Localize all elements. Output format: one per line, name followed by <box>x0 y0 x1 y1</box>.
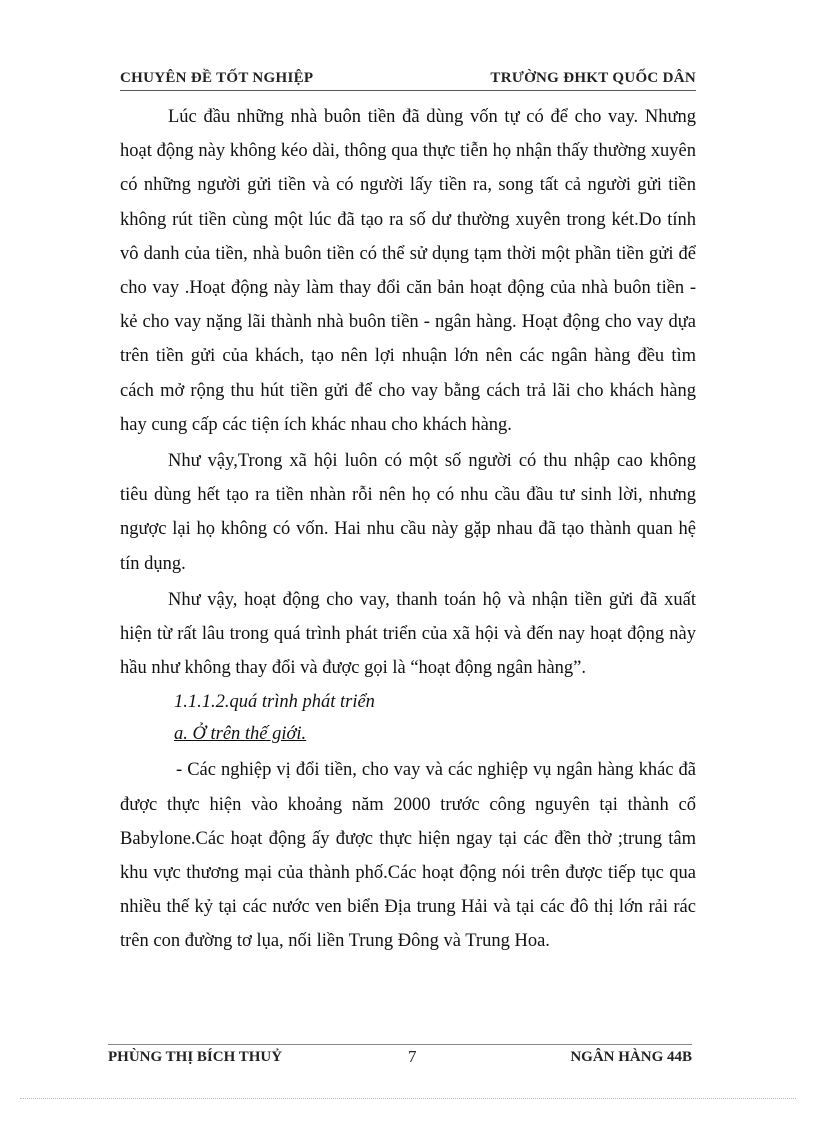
paragraph-4: - Các nghiệp vị đổi tiền, cho vay và các nghiệp vụ ngân hàng khác đã được thực hiện vào khoảng năm 2000 trước công nguyên tại thành cổ Babylone.Các hoạt động ấy được thực hiện ngay tại các đền thờ ;trung tâm khu vực thương mại của thành phố.Các hoạt động nói trên được tiếp tục qua nhiều thế kỷ tại các nước ven biển Địa trung Hải và tại các đô thị lớn rải rác trên con đường tơ lụa, nối liền Trung Đông và Trung Hoa. <box>120 760 696 952</box>
paragraph-2: Như vậy,Trong xã hội luôn có một số người có thu nhập cao không tiêu dùng hết tạo ra tiền nhàn rỗi nên họ có nhu cầu đầu tư sinh lời, nhưng ngược lại họ không có vốn. Hai nhu cầu này gặp nhau đã tạo thành quan hệ tín dụng. <box>120 451 696 574</box>
header-left-title: CHUYÊN ĐỀ TỐT NGHIỆP <box>120 70 314 86</box>
page-footer <box>108 1044 692 1069</box>
footer-author: PHÙNG THỊ BÍCH THUỶ <box>108 1049 283 1065</box>
page-bottom-divider <box>20 1098 796 1099</box>
page-number: 7 <box>408 1047 417 1066</box>
document-body <box>120 100 696 959</box>
footer-class: NGÂN HÀNG 44B <box>570 1049 692 1065</box>
section-heading: 1.1.1.2.quá trình phát triển <box>174 692 375 713</box>
header-right-title: TRƯỜNG ĐHKT QUỐC DÂN <box>490 70 696 86</box>
paragraph-3: Như vậy, hoạt động cho vay, thanh toán hộ và nhận tiền gửi đã xuất hiện từ rất lâu trong quá trình phát triển của xã hội và đến nay hoạt động này hầu như không thay đổi và được gọi là “hoạt động ngân hàng”. <box>120 589 696 679</box>
paragraph-1: Lúc đầu những nhà buôn tiền đã dùng vốn tự có để cho vay. Nhưng hoạt động này không kéo dài, thông qua thực tiễn họ nhận thấy thường xuyên có những người gửi tiền và có người lấy tiền ra, song tất cả người gửi tiền không rút tiền cùng một lúc đã tạo ra số dư thường xuyên trong két.Do tính vô danh của tiền, nhà buôn tiền có thể sử dụng tạm thời một phần tiền gửi để cho vay .Hoạt động này làm thay đổi căn bản hoạt động của nhà buôn tiền - kẻ cho vay nặng lãi thành nhà buôn tiền - ngân hàng. Hoạt động cho vay dựa trên tiền gửi của khách, tạo nên lợi nhuận lớn nên các ngân hàng đều tìm cách mở rộng thu hút tiền gửi để cho vay bằng cách trả lãi cho khách hàng hay cung cấp các tiện ích khác nhau cho khách hàng. <box>120 107 696 435</box>
page-header <box>120 68 696 91</box>
subsection-heading-text: a. Ở trên thế giới. <box>174 724 307 745</box>
subsection-heading <box>120 719 696 749</box>
